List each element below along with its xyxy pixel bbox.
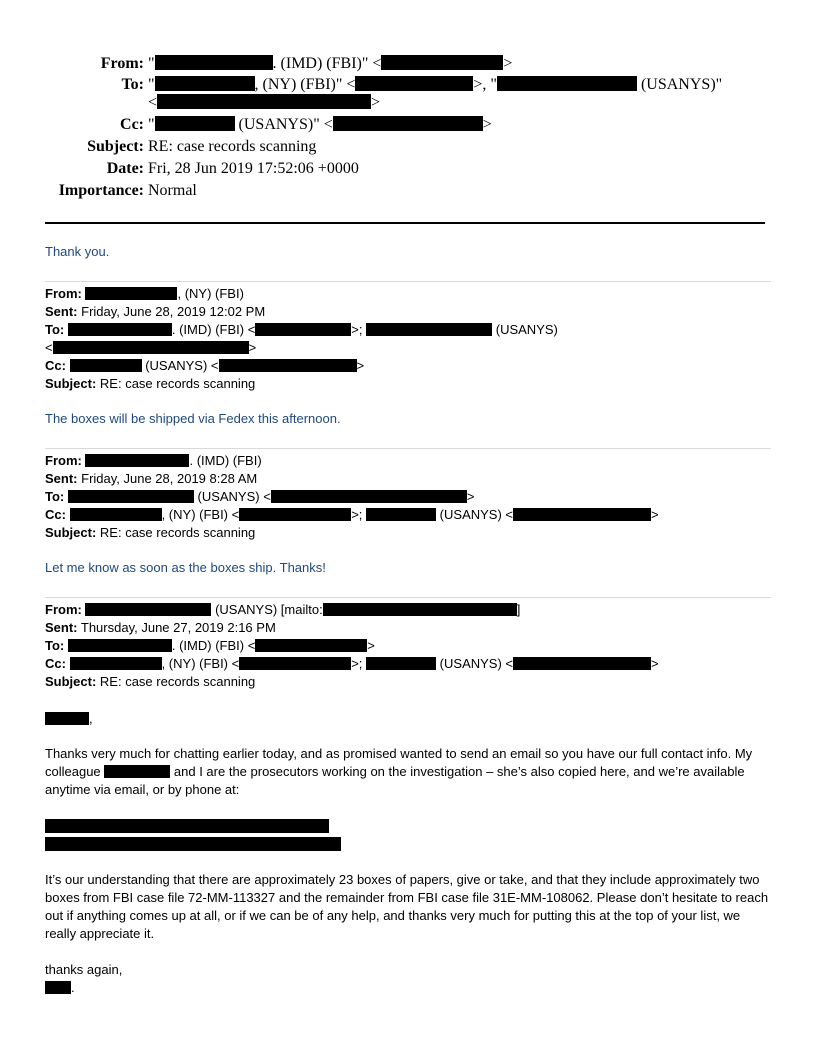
header-date-value: Fri, 28 Jun 2019 17:52:06 +0000: [148, 160, 359, 177]
msg2-to-b: >;: [351, 322, 363, 337]
header-from-row: [0, 54, 816, 74]
redaction: [271, 490, 467, 503]
msg4-greeting-comma: ,: [89, 711, 93, 726]
msg2-from-line: [45, 285, 244, 303]
msg3-subject-label: Subject:: [45, 525, 97, 540]
msg2-sent-label: Sent:: [45, 304, 78, 319]
msg4-subject-label: Subject:: [45, 674, 97, 689]
redaction: [255, 639, 367, 652]
redaction: [68, 323, 172, 336]
redaction: [70, 657, 162, 670]
header-from-org: . (IMD) (FBI)" <: [272, 55, 382, 72]
msg4-from-b: ]: [516, 602, 521, 617]
header-subject-row: [0, 137, 816, 157]
redaction: [366, 323, 492, 336]
redaction: [68, 490, 194, 503]
msg2-cc-label: Cc:: [45, 358, 66, 373]
header-to-row: [0, 75, 816, 95]
msg3-to-label: To:: [45, 489, 65, 504]
redaction: [45, 981, 71, 994]
msg4-cc-c: (USANYS) <: [436, 656, 513, 671]
msg2-from-label: From:: [45, 286, 82, 301]
header-cc-value: [148, 115, 492, 135]
header-to-label: To:: [121, 76, 144, 93]
redaction: [104, 765, 170, 778]
header-cc-end: >: [482, 116, 492, 133]
header-from-label: From:: [100, 55, 144, 72]
message-separator: [45, 448, 771, 449]
msg3-sent-value: Friday, June 28, 2019 8:28 AM: [81, 471, 258, 486]
redaction: [497, 76, 637, 91]
message-separator: [45, 281, 771, 282]
header-importance-value: Normal: [148, 182, 197, 199]
redaction: [155, 116, 235, 131]
msg4-to-label: To:: [45, 638, 65, 653]
msg4-sent-label: Sent:: [45, 620, 78, 635]
msg2-from-value: , (NY) (FBI): [177, 286, 244, 301]
msg3-cc-label: Cc:: [45, 507, 66, 522]
header-date-row: [0, 159, 816, 179]
redaction: [70, 508, 162, 521]
msg4-sent-value: Thursday, June 27, 2019 2:16 PM: [80, 620, 276, 635]
header-to-value-cont: [148, 93, 380, 113]
header-cc-quote: ": [148, 116, 155, 133]
msg3-from-line: [45, 452, 262, 470]
redaction: [45, 819, 329, 833]
redaction: [155, 55, 273, 70]
msg2-to-line: [45, 321, 558, 339]
msg4-from-label: From:: [45, 602, 82, 617]
msg3-cc-b: >;: [351, 507, 363, 522]
msg4-cc-d: >: [651, 656, 659, 671]
redaction: [323, 603, 517, 616]
redaction: [45, 837, 341, 851]
msg2-to-a: . (IMD) (FBI) <: [171, 322, 256, 337]
msg4-greeting: [45, 710, 93, 728]
msg4-to-b: >: [367, 638, 375, 653]
msg3-from-value: . (IMD) (FBI): [189, 453, 262, 468]
msg2-to-e: >: [248, 340, 257, 355]
msg4-para1-a: Thanks very much for chatting earlier today, and as promised wanted to send an email so you have our full contact info. My colleague: [45, 746, 753, 779]
msg3-cc-line: [45, 506, 659, 524]
msg4-cc-b: >;: [351, 656, 363, 671]
header-to-org2: (USANYS)": [636, 76, 723, 93]
reply-body-3: Let me know as soon as the boxes ship. Thanks!: [45, 560, 326, 575]
header-importance-row: [0, 181, 816, 201]
redaction: [513, 508, 651, 521]
msg3-to-b: >: [466, 489, 475, 504]
redaction: [366, 657, 436, 670]
redaction: [355, 76, 473, 91]
redaction: [45, 712, 89, 725]
header-from-end: >: [503, 55, 513, 72]
msg4-subject-line: [45, 673, 255, 691]
redaction: [239, 657, 351, 670]
msg4-cc-label: Cc:: [45, 656, 66, 671]
header-importance-label: Importance:: [58, 182, 144, 199]
header-to-lt: <: [148, 94, 158, 111]
msg4-signature-dot: .: [71, 980, 75, 995]
msg4-from-line: [45, 601, 520, 619]
header-from-quote: ": [148, 55, 155, 72]
redaction: [239, 508, 351, 521]
reply-body-1: Thank you.: [45, 244, 110, 259]
redaction: [155, 76, 255, 91]
redaction: [85, 603, 211, 616]
redaction: [219, 359, 357, 372]
msg2-subject-value: RE: case records scanning: [99, 376, 256, 391]
header-subject-label: Subject:: [87, 138, 144, 155]
redaction: [68, 639, 172, 652]
msg4-signature: [45, 979, 75, 997]
msg4-paragraph-1: [45, 745, 771, 799]
reply-body-2: The boxes will be shipped via Fedex this afternoon.: [45, 411, 341, 426]
msg3-cc-a: , (NY) (FBI) <: [161, 507, 240, 522]
header-date-label: Date:: [106, 160, 144, 177]
msg3-sent-label: Sent:: [45, 471, 78, 486]
msg4-to-a: . (IMD) (FBI) <: [171, 638, 256, 653]
header-to-value: [148, 75, 722, 95]
header-cc-label: Cc:: [120, 116, 144, 133]
msg4-sent-line: [45, 619, 276, 637]
msg4-para1-b: and I are the prosecutors working on the investigation – she’s also copied here, and we’re available anytime via email, or by phone at:: [45, 764, 745, 797]
msg4-cc-line: [45, 655, 659, 673]
msg3-from-label: From:: [45, 453, 82, 468]
redaction: [366, 508, 436, 521]
redaction: [381, 55, 503, 70]
header-to-gt: >: [371, 94, 381, 111]
redaction: [85, 287, 177, 300]
header-subject-value: RE: case records scanning: [148, 138, 317, 155]
msg2-cc-line: [45, 357, 364, 375]
message-separator: [45, 597, 771, 598]
msg2-cc-b: >: [356, 358, 365, 373]
msg3-subject-line: [45, 524, 255, 542]
msg2-sent-value: Friday, June 28, 2019 12:02 PM: [81, 304, 266, 319]
redaction: [70, 359, 142, 372]
msg4-closing: thanks again,: [45, 962, 123, 977]
msg2-subject-label: Subject:: [45, 376, 97, 391]
header-to-org: , (NY) (FBI)" <: [254, 76, 356, 93]
header-to-quote: ": [148, 76, 155, 93]
header-to-sep: >, ": [473, 76, 497, 93]
msg2-cc-a: (USANYS) <: [141, 358, 219, 373]
header-to-row-cont: [0, 93, 816, 113]
msg2-subject-line: [45, 375, 255, 393]
msg4-cc-a: , (NY) (FBI) <: [161, 656, 240, 671]
redaction: [157, 94, 371, 109]
msg2-sent-line: [45, 303, 265, 321]
header-cc-row: [0, 115, 816, 135]
msg2-to-c: (USANYS): [492, 322, 558, 337]
msg3-cc-c: (USANYS) <: [436, 507, 513, 522]
redaction: [85, 454, 189, 467]
msg3-sent-line: [45, 470, 257, 488]
redaction: [513, 657, 651, 670]
msg3-cc-d: >: [651, 507, 659, 522]
msg2-to-d: <: [45, 340, 53, 355]
header-cc-org: (USANYS)" <: [234, 116, 333, 133]
msg3-to-a: (USANYS) <: [193, 489, 271, 504]
redaction: [53, 341, 249, 354]
msg4-from-a: (USANYS) [mailto:: [211, 602, 323, 617]
msg2-to-label: To:: [45, 322, 65, 337]
msg4-paragraph-2: It’s our understanding that there are approximately 23 boxes of papers, give or take, and that they include approximately two boxes from FBI case file 72-MM-113327 and the remainder from FBI case file 31E-MM-108062. Please don’t hesitate to reach out if anything comes up at all, or if we can be of any help, and thanks very much for putting this at the top of your list, we really appreciate it.: [45, 872, 769, 941]
msg4-subject-value: RE: case records scanning: [99, 674, 256, 689]
redaction: [333, 116, 483, 131]
msg4-to-line: [45, 637, 375, 655]
msg3-subject-value: RE: case records scanning: [99, 525, 256, 540]
header-from-value: [148, 54, 512, 74]
msg2-to-line-cont: [45, 339, 256, 357]
header-divider: [45, 222, 765, 224]
msg3-to-line: [45, 488, 474, 506]
redaction: [255, 323, 351, 336]
